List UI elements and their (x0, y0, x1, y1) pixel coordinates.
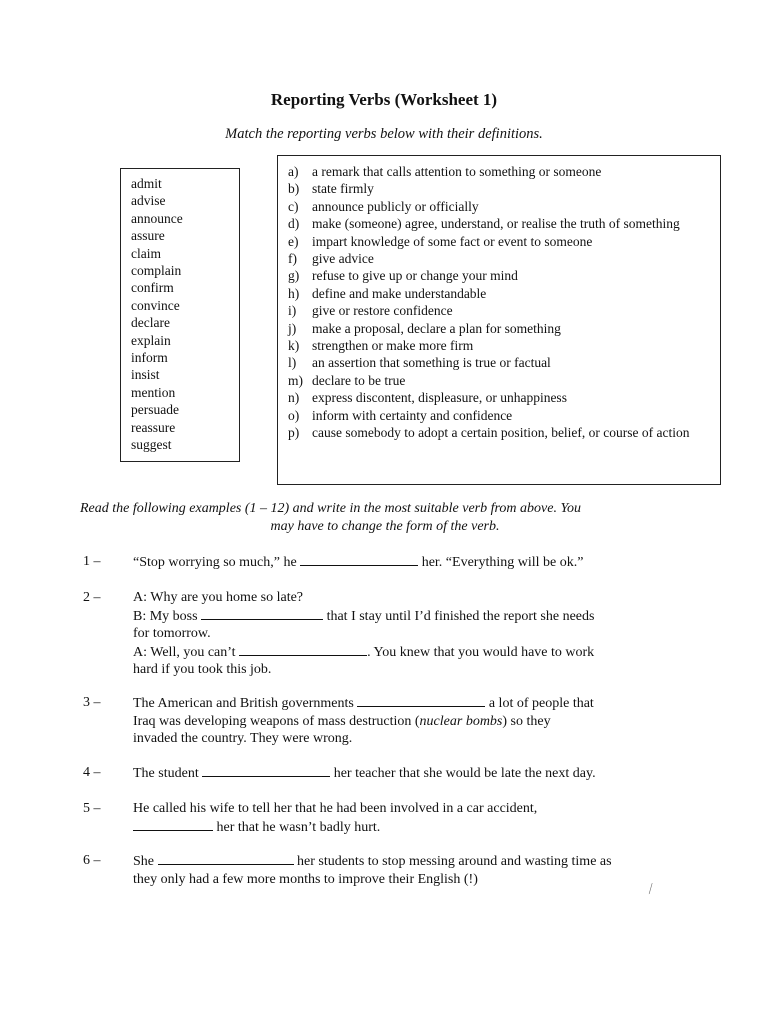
question-3 (83, 694, 693, 748)
question-text: her students to stop messing around and wasting time as (293, 854, 612, 869)
definition-text: an assertion that something is true or factual (312, 355, 551, 371)
definition-item (288, 320, 712, 337)
question-number: 5 – (83, 801, 101, 816)
definition-letter: i) (288, 303, 297, 319)
definition-letter: h) (288, 285, 300, 301)
question-1 (83, 553, 693, 572)
definition-item (288, 389, 712, 406)
verb-item: convince (131, 297, 180, 313)
definition-text: cause somebody to adopt a certain position, belief, or course of action (312, 425, 690, 441)
verb-list-box (120, 168, 240, 462)
question-text-italic: nuclear bombs (419, 713, 503, 729)
question-number: 1 – (83, 554, 101, 569)
question-text: The student (133, 766, 203, 781)
question-text: ) so they (502, 713, 551, 729)
definition-letter: e) (288, 233, 299, 249)
verb-item: announce (131, 210, 183, 226)
answer-blank[interactable] (202, 764, 330, 777)
question-text: her that he wasn’t badly hurt. (213, 819, 381, 835)
definition-item (288, 233, 712, 250)
definition-letter: l) (288, 355, 297, 371)
question-2 (83, 589, 693, 679)
verb-item: confirm (131, 280, 174, 296)
definition-item (288, 250, 712, 267)
answer-blank[interactable] (357, 694, 485, 707)
verb-item: mention (131, 384, 176, 400)
definition-text: give or restore confidence (312, 303, 453, 319)
verb-item: complain (131, 263, 182, 279)
answer-blank[interactable] (158, 852, 294, 865)
verb-item: assure (131, 228, 165, 244)
definition-letter: a) (288, 164, 299, 179)
verb-item: persuade (131, 402, 179, 418)
question-4 (83, 764, 693, 783)
definition-item (288, 354, 712, 371)
question-number: 3 – (83, 695, 101, 710)
question-text: her teacher that she would be late the next day. (330, 766, 596, 781)
definition-item (288, 302, 712, 319)
definition-text: impart knowledge of some fact or event to someone (312, 233, 593, 249)
definition-text: make a proposal, declare a plan for something (312, 320, 561, 336)
question-text: invaded the country. They were wrong. (133, 731, 353, 746)
question-number: 2 – (83, 590, 101, 605)
instructions (80, 500, 690, 536)
question-text: B: My boss (133, 608, 202, 624)
question-text: . You knew that you would have to work (367, 644, 595, 660)
verb-item: advise (131, 193, 166, 209)
definition-item (288, 407, 712, 424)
question-6 (83, 852, 693, 888)
verb-item: inform (131, 350, 168, 366)
question-text: A: Why are you home so late? (133, 590, 304, 605)
answer-blank[interactable] (300, 553, 418, 566)
verb-item: suggest (131, 437, 172, 453)
verb-item: claim (131, 245, 161, 261)
definition-letter: m) (288, 372, 303, 388)
definition-text: express discontent, displeasure, or unhappiness (312, 390, 567, 406)
verb-item: declare (131, 315, 170, 331)
definition-text: inform with certainty and confidence (312, 407, 513, 423)
definition-item (288, 372, 712, 389)
definition-letter: j) (288, 320, 297, 336)
definitions-box (277, 155, 721, 485)
definition-letter: b) (288, 181, 300, 197)
definition-text: give advice (312, 251, 374, 267)
definition-text: announce publicly or officially (312, 198, 479, 214)
definition-item (288, 180, 712, 197)
definition-item (288, 198, 712, 215)
definition-item (288, 267, 712, 284)
definition-text: define and make understandable (312, 285, 487, 301)
definition-text: make (someone) agree, understand, or realise the truth of something (312, 216, 680, 232)
definition-letter: c) (288, 198, 299, 214)
definition-letter: o) (288, 407, 300, 423)
definition-item (288, 285, 712, 302)
verb-item: insist (131, 367, 160, 383)
question-text: She (133, 854, 158, 869)
question-text: a lot of people that (485, 696, 594, 711)
question-text: for tomorrow. (133, 626, 211, 641)
question-text: “Stop worrying so much,” he (133, 555, 301, 570)
question-number: 6 – (83, 853, 101, 868)
definition-text: strengthen or make more firm (312, 338, 474, 354)
answer-blank[interactable] (239, 643, 367, 656)
verb-item: explain (131, 332, 171, 348)
question-text: Iraq was developing weapons of mass destruction ( (133, 713, 420, 729)
instructions-line: may have to change the form of the verb. (270, 519, 500, 534)
definition-letter: g) (288, 268, 300, 284)
definition-item (288, 337, 712, 354)
definition-letter: p) (288, 425, 300, 441)
definition-text: refuse to give up or change your mind (312, 268, 518, 284)
question-text: The American and British governments (133, 696, 358, 711)
question-number: 4 – (83, 765, 101, 780)
definition-letter: f) (288, 251, 297, 267)
question-text: He called his wife to tell her that he had been involved in a car accident, (133, 801, 538, 816)
question-text: A: Well, you can’t (133, 644, 240, 660)
verb-item: admit (131, 176, 162, 191)
definition-letter: n) (288, 390, 300, 406)
pen-mark-icon: ⁄ (647, 882, 655, 897)
definition-letter: d) (288, 216, 300, 232)
instructions-line: Read the following examples (1 – 12) and write in the most suitable verb from above. You (80, 501, 581, 516)
answer-blank[interactable] (133, 818, 213, 831)
answer-blank[interactable] (201, 607, 323, 620)
question-5 (83, 800, 693, 836)
question-text: hard if you took this job. (133, 662, 272, 677)
question-text: that I stay until I’d finished the report she needs (323, 608, 595, 624)
question-text: her. “Everything will be ok.” (418, 555, 584, 570)
definition-item (288, 424, 712, 441)
definition-text: declare to be true (312, 372, 406, 388)
definition-letter: k) (288, 338, 300, 354)
page-title: Reporting Verbs (Worksheet 1) (270, 90, 498, 109)
definition-text: state firmly (312, 181, 374, 197)
page-subtitle: Match the reporting verbs below with their definitions. (225, 126, 543, 142)
definition-item (288, 215, 712, 232)
definition-text: a remark that calls attention to something or someone (312, 164, 602, 179)
question-text: they only had a few more months to improve their English (!) (133, 871, 478, 887)
definition-item (288, 163, 712, 180)
verb-item: reassure (131, 419, 176, 435)
